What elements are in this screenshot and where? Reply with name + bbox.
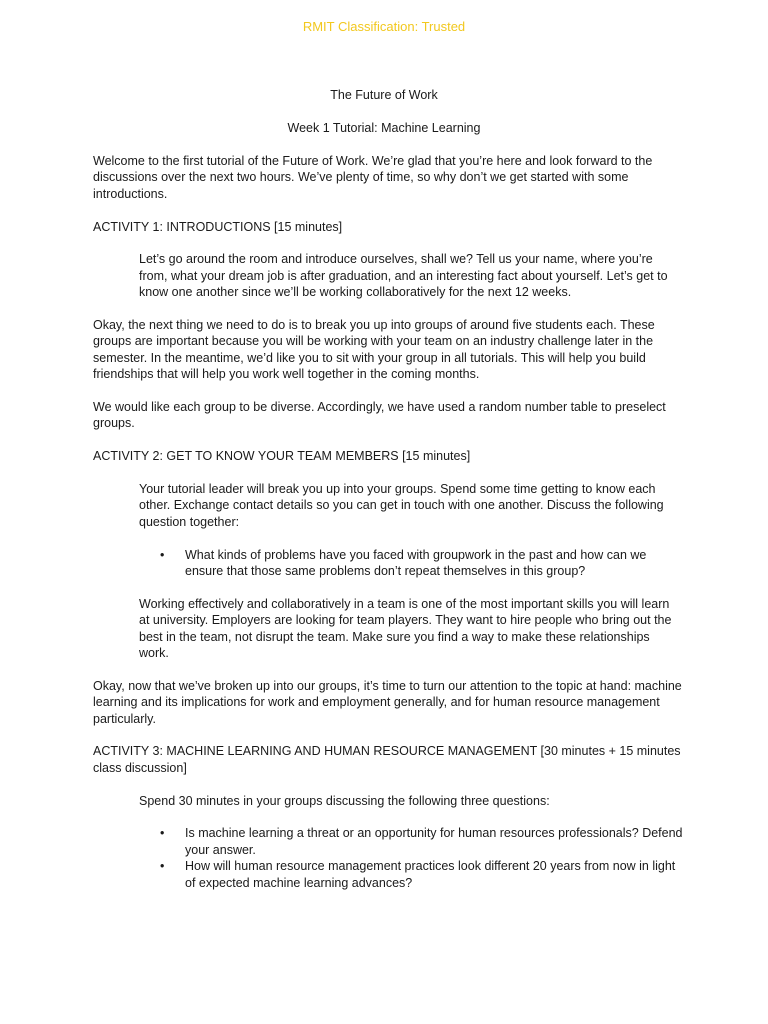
activity2-heading: ACTIVITY 2: GET TO KNOW YOUR TEAM MEMBERS [15 minutes] <box>93 449 471 464</box>
activity3-body: Spend 30 minutes in your groups discussing the following three questions: <box>139 793 550 808</box>
bullet-icon: • <box>160 859 165 874</box>
activity2-bullet-list <box>139 547 684 580</box>
bullet-icon: • <box>160 547 165 562</box>
bullet-text: Is machine learning a threat or an opportunity for human resources professionals? Defend your answer. <box>185 826 683 857</box>
list-item <box>139 547 684 580</box>
activity3-bullet-list <box>139 825 684 891</box>
bullet-text: What kinds of problems have you faced with groupwork in the past and how can we ensure that those same problems don’t repeat themselves in this group? <box>185 547 647 579</box>
activity3-heading: ACTIVITY 3: MACHINE LEARNING AND HUMAN RESOURCE MANAGEMENT [30 minutes + 15 minutes class discussion] <box>93 744 681 775</box>
activity1-body: Let’s go around the room and introduce ourselves, shall we? Tell us your name, where you’re from, what your dream job is after graduation, and an interesting fact about yourself. Let’s get to know one another since we’ll be working collaboratively for the next 12 weeks. <box>139 252 668 300</box>
bullet-text: How will human resource management practices look different 20 years from now in light of expected machine learning advances? <box>185 859 676 890</box>
activity1-heading: ACTIVITY 1: INTRODUCTIONS [15 minutes] <box>93 219 343 234</box>
transition-paragraph: Okay, now that we’ve broken up into our groups, it’s time to turn our attention to the topic at hand: machine learning and its implications for work and employment generally, and for human resource management particularly. <box>93 678 682 726</box>
bullet-icon: • <box>160 826 165 841</box>
classification-header: RMIT Classification: Trusted <box>302 19 466 34</box>
diverse-paragraph: We would like each group to be diverse. Accordingly, we have used a random number table to preselect groups. <box>93 400 666 431</box>
activity2-body: Your tutorial leader will break you up into your groups. Spend some time getting to know each other. Exchange contact details so you can get in touch with one another. Discuss the following question together: <box>139 482 664 529</box>
list-item <box>139 858 684 891</box>
document-title: The Future of Work <box>330 88 438 102</box>
groups-paragraph: Okay, the next thing we need to do is to break you up into groups of around five students each. These groups are important because you will be working with your team on an industry challenge later in the semester. In the meantime, we’d like you to sit with your group in all tutorials. This will help you build friendships that will help you work well together in the coming months. <box>93 318 655 382</box>
document-subtitle: Week 1 Tutorial: Machine Learning <box>287 121 481 135</box>
document-body <box>93 153 683 891</box>
intro-paragraph: Welcome to the first tutorial of the Future of Work. We’re glad that you’re here and look forward to the discussions over the next two hours. We’ve plenty of time, so why don’t we get started with some introductions. <box>93 154 653 201</box>
activity2-closing: Working effectively and collaboratively in a team is one of the most important skills you will learn at university. Employers are looking for team players. They want to hire people who bring out the best in the team, not disrupt the team. Make sure you find a way to make these relationships work. <box>139 596 672 661</box>
list-item <box>139 825 684 858</box>
